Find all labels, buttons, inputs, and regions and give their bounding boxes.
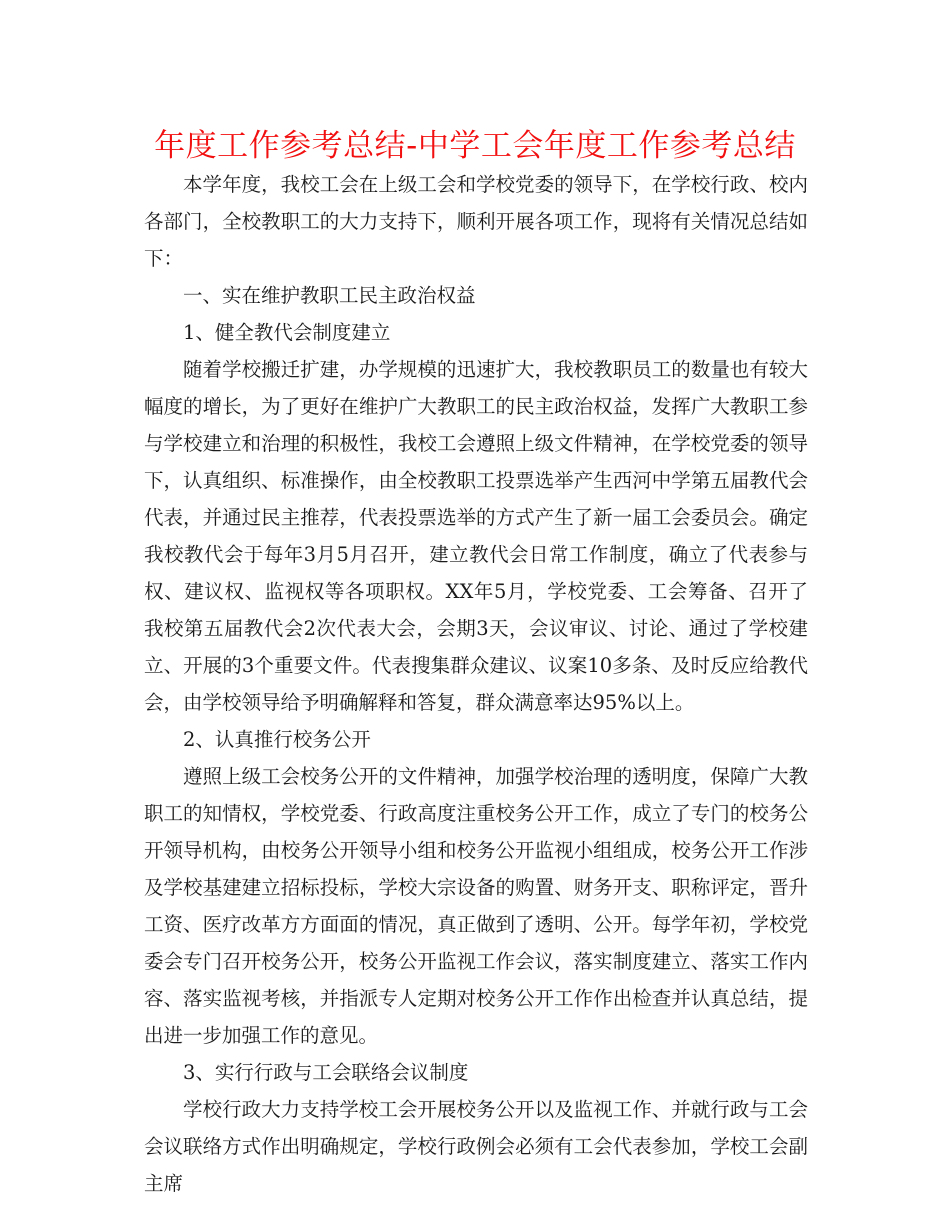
paragraph-affairs: 遵照上级工会校务公开的文件精神，加强学校治理的透明度，保障广大教职工的知情权，学校党委、行政高度注重校务公开工作，成立了专门的校务公开领导机构，由校务公开领导小组和校务公开监视小组组成，校务公开工作涉及学校基建建立招标投标，学校大宗设备的购置、财务开支、职称评定，晋升工资、医疗改革方方面面的情况，真正做到了透明、公开。每学年初，学校党委会专门召开校务公开，校务公开监视工作会议，落实制度建立、落实工作内容、落实监视考核，并指派专人定期对校务公开工作作出检查并认真总结，提出进一步加强工作的意见。 <box>144 765 808 1047</box>
paragraph-intro: 本学年度，我校工会在上级工会和学校党委的领导下，在学校行政、校内各部门，全校教职工的大力支持下，顺利开展各项工作，现将有关情况总结如下： <box>144 173 808 270</box>
subsection-heading-2: 2、认真推行校务公开 <box>183 728 371 751</box>
document-body <box>144 166 808 1202</box>
paragraph-liaison: 学校行政大力支持学校工会开展校务公开以及监视工作、并就行政与工会会议联络方式作出明确规定，学校行政例会必须有工会代表参加，学校工会副主席 <box>144 1098 808 1195</box>
subsection-heading-3: 3、实行行政与工会联络会议制度 <box>183 1061 469 1084</box>
subsection-heading-1: 1、健全教代会制度建立 <box>183 321 391 344</box>
document-title: 年度工作参考总结-中学工会年度工作参考总结 <box>154 128 796 164</box>
section-heading-1: 一、实在维护教职工民主政治权益 <box>183 284 476 307</box>
paragraph-congress: 随着学校搬迁扩建，办学规模的迅速扩大，我校教职员工的数量也有较大幅度的增长，为了更好在维护广大教职工的民主政治权益，发挥广大教职工参与学校建立和治理的积极性，我校工会遵照上级文件精神，在学校党委的领导下，认真组织、标准操作，由全校教职工投票选举产生西河中学第五届教代会代表，并通过民主推荐，代表投票选举的方式产生了新一届工会委员会。确定我校教代会于每年3月5月召开，建立教代会日常工作制度，确立了代表参与权、建议权、监视权等各项职权。XX年5月，学校党委、工会筹备、召开了我校第五届教代会2次代表大会，会期3天，会议审议、讨论、通过了学校建立、开展的3个重要文件。代表搜集群众建议、议案10多条、及时反应给教代会，由学校领导给予明确解释和答复，群众满意率达95%以上。 <box>144 358 808 714</box>
